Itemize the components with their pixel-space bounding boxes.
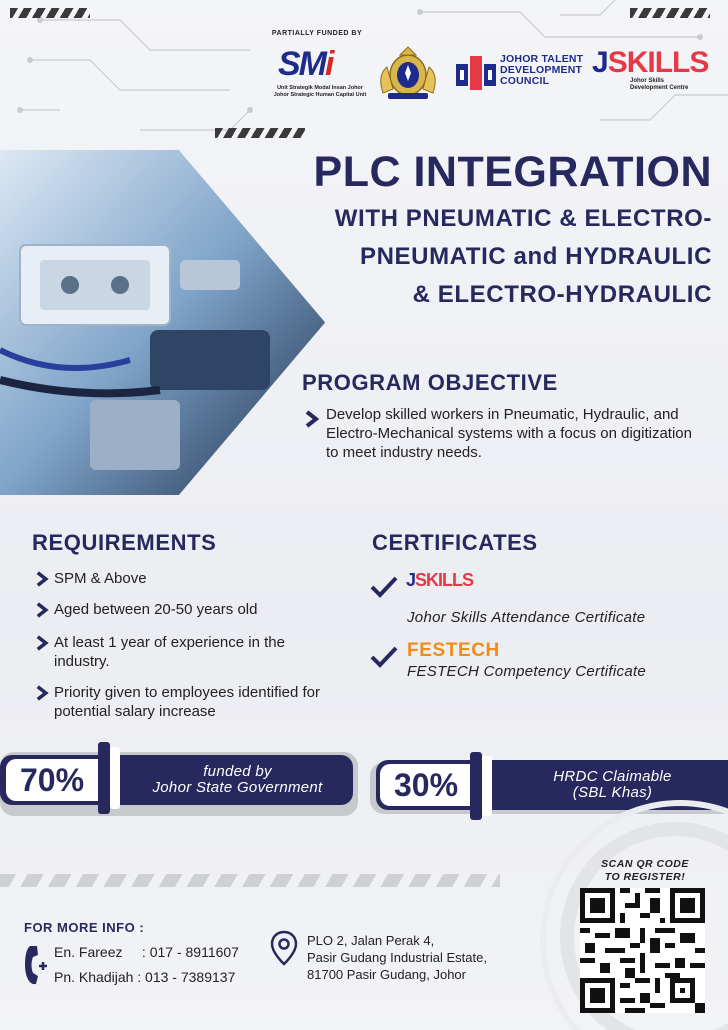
jtdc-logo bbox=[456, 52, 586, 92]
requirement-item bbox=[34, 683, 374, 721]
qr-label-line-1: SCAN QR CODE bbox=[601, 858, 689, 870]
requirement-text: SPM & Above bbox=[54, 570, 147, 587]
jtdc-mark-icon bbox=[456, 56, 496, 90]
page-subtitle bbox=[250, 200, 712, 314]
page-title: PLC INTEGRATION bbox=[313, 148, 712, 196]
smi-subtitle-2: Johor Strategic Human Capital Unit bbox=[273, 92, 367, 98]
requirement-item bbox=[34, 600, 374, 619]
contact-fareez: En. Fareez : 017 - 8911607 bbox=[54, 944, 239, 960]
chevron-right-icon bbox=[34, 569, 54, 587]
requirement-text: Aged between 20-50 years old bbox=[54, 601, 258, 618]
funding-percent: 30% bbox=[380, 764, 472, 806]
requirement-text: At least 1 year of experience in the industry. bbox=[54, 634, 285, 670]
qr-code[interactable] bbox=[580, 888, 705, 1013]
funding-text-1: funded by bbox=[203, 763, 272, 780]
jtdc-line-3: COUNCIL bbox=[500, 75, 550, 87]
requirement-item bbox=[34, 633, 304, 671]
johor-crest-icon bbox=[373, 45, 443, 101]
stripe-decoration-bottom bbox=[0, 874, 500, 887]
smi-logo: SMi Unit Strategik Modal Insan Johor Johor Strategic Human Capital Unit bbox=[270, 45, 370, 101]
objective-heading: PROGRAM OBJECTIVE bbox=[302, 370, 558, 395]
requirement-text: Priority given to employees identified for potential salary increase bbox=[54, 684, 320, 720]
funding-text-2: (SBL Khas) bbox=[572, 784, 653, 801]
qr-label bbox=[590, 858, 700, 884]
stripe-decoration-mid bbox=[215, 128, 305, 138]
checkmark-icon bbox=[370, 575, 398, 599]
jskills-cert-logo: JSKILLS bbox=[406, 570, 474, 590]
address bbox=[307, 932, 487, 983]
more-info-heading: FOR MORE INFO : bbox=[24, 920, 145, 935]
festech-logo: FESTECH bbox=[407, 640, 500, 661]
funded-by-label: PARTIALLY FUNDED BY bbox=[271, 30, 363, 37]
requirement-item bbox=[34, 569, 374, 588]
certificates-heading: CERTIFICATES bbox=[372, 530, 538, 555]
address-line-1: PLO 2, Jalan Perak 4, bbox=[307, 933, 435, 948]
jtdc-line-2: DEVELOPMENT bbox=[500, 64, 583, 76]
address-line-3: 81700 Pasir Gudang, Johor bbox=[307, 967, 466, 982]
jtdc-line-1: JOHOR TALENT bbox=[500, 53, 584, 65]
certificate-name: Johor Skills Attendance Certificate bbox=[407, 609, 646, 626]
address-line-2: Pasir Gudang Industrial Estate, bbox=[307, 950, 487, 965]
jskills-logo: JSKILLS Johor Skills Development Centre bbox=[592, 46, 709, 91]
contact-khadijah: Pn. Khadijah : 013 - 7389137 bbox=[54, 969, 236, 985]
location-pin-icon bbox=[270, 930, 298, 966]
chevron-right-icon bbox=[304, 410, 320, 428]
qr-label-line-2: TO REGISTER! bbox=[604, 871, 686, 883]
requirements-heading: REQUIREMENTS bbox=[32, 530, 217, 555]
stripe-decoration-top-left bbox=[10, 8, 90, 18]
stripe-decoration-top-right bbox=[630, 8, 710, 18]
smi-subtitle-1: Unit Strategik Modal Insan Johor bbox=[277, 85, 363, 91]
funding-text-2: Johor State Government bbox=[152, 779, 323, 796]
certificate-name: FESTECH Competency Certificate bbox=[407, 663, 647, 680]
subtitle-line-3: & ELECTRO-HYDRAULIC bbox=[412, 281, 712, 308]
checkmark-icon bbox=[370, 645, 398, 669]
chevron-right-icon bbox=[34, 600, 54, 618]
jskills-subtitle-2: Development Centre bbox=[630, 85, 689, 91]
chevron-right-icon bbox=[34, 683, 54, 701]
funding-text-1: HRDC Claimable bbox=[553, 768, 672, 785]
subtitle-line-1: WITH PNEUMATIC & ELECTRO- bbox=[334, 205, 712, 232]
phone-icon bbox=[22, 944, 48, 986]
chevron-right-icon bbox=[34, 633, 54, 651]
objective-text: Develop skilled workers in Pneumatic, Hydraulic, and Electro-Mechanical systems with a focus on digitization to meet industry needs. bbox=[326, 406, 692, 461]
subtitle-line-2: PNEUMATIC and HYDRAULIC bbox=[359, 243, 712, 270]
jskills-subtitle-1: Johor Skills bbox=[630, 78, 665, 84]
funding-percent: 70% bbox=[6, 759, 98, 801]
